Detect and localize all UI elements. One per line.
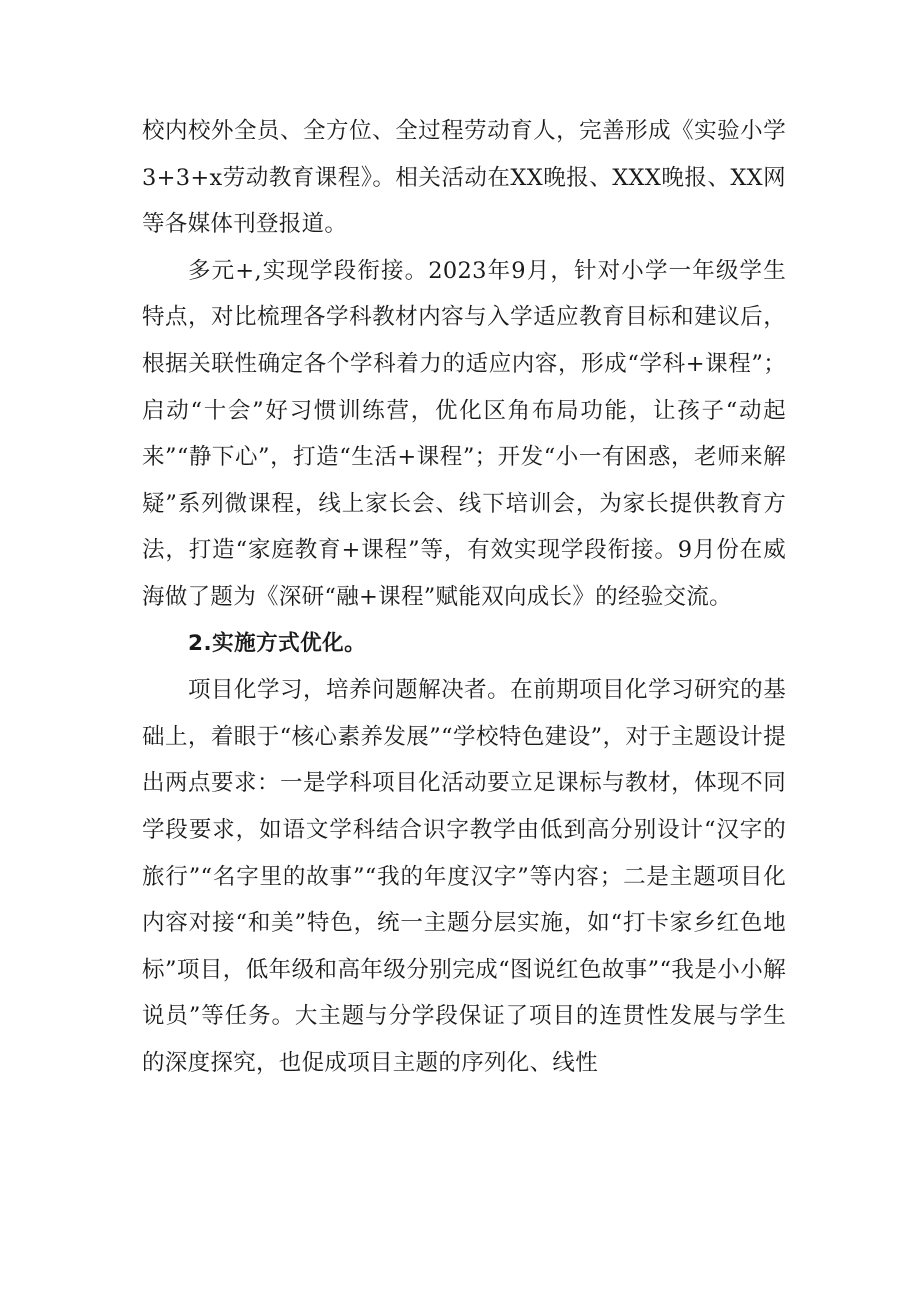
paragraph-stage-transition: 多元+,实现学段衔接。2023年9月，针对小学一年级学生特点，对比梳理各学科教材内容与入学适应教育目标和建议后，根据关联性确定各个学科着力的适应内容，形成“学科+课程”；启动“十会”好习惯训练营，优化区角布局功能，让孩子“动起来”“静下心”，打造“生活+课程”；开发“小一有困惑，老师来解疑”系列微课程，线上家长会、线下培训会，为家长提供教育方法，打造“家庭教育+课程”等，有效实现学段衔接。9月份在威海做了题为《深研“融+课程”赋能双向成长》的经验交流。 — [142, 257, 786, 610]
document-body — [142, 108, 786, 1086]
paragraph-project-learning: 项目化学习，培养问题解决者。在前期项目化学习研究的基础上，着眼于“核心素养发展”“学校特色建设”，对于主题设计提出两点要求：一是学科项目化活动要立足课标与教材，体现不同学段要求，如语文学科结合识字教学由低到高分别设计“汉字的旅行”“名字里的故事”“我的年度汉字”等内容；二是主题项目化内容对接“和美”特色，统一主题分层实施，如“打卡家乡红色地标”项目，低年级和高年级分别完成“图说红色故事”“我是小小解说员”等任务。大主题与分学段保证了项目的连贯性发展与学生的深度探究，也促成项目主题的序列化、线性 — [142, 677, 786, 1076]
paragraph-labor-education: 校内校外全员、全方位、全过程劳动育人，完善形成《实验小学3+3+x劳动教育课程》。相关活动在XX晚报、XXX晚报、XX网等各媒体刊登报道。 — [142, 118, 786, 238]
section-heading: 2.实施方式优化。 — [188, 630, 367, 656]
